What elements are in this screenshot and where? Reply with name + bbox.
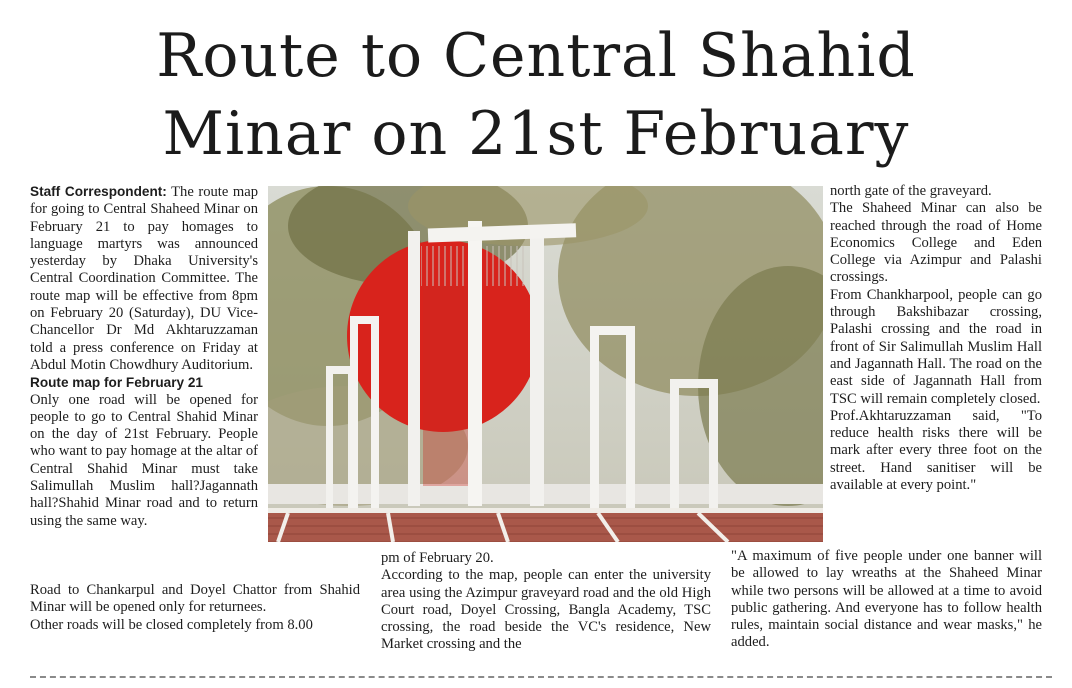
paragraph-one-road: Only one road will be opened for people to go to Central Shahid Minar on the day of 21st February. People who want to pay homage at the altar of Central Shahid Minar must take Salimullah Muslim hall?Jagannath hall?Shahid Minar road and to return using the same way.	[30, 391, 258, 529]
page-divider	[30, 676, 1052, 678]
paragraph-wreaths: "A maximum of five people under one banner will be allowed to lay wreaths at the Shaheed Minar while two persons will be allowed at a time to avoid public gathering. And everyone has to follow health rules, maintain social distance and wear masks," he added.	[731, 548, 1042, 651]
paragraph-health-risks: Prof.Akhtaruzzaman said, "To reduce health risks there will be mark after every three foot on the street. Hand sanitiser will be available at every point."	[830, 407, 1042, 494]
paragraph-home-economics: The Shaheed Minar can also be reached through the road of Home Economics College and Eden College via Azimpur and Palashi crossings.	[830, 200, 1042, 286]
headline-line-2: Minar on 21st February	[162, 99, 910, 169]
paragraph-chankharpool: From Chankharpool, people can go through Bakshibazar crossing, Palashi crossing and the road in front of Sir Salimullah Muslim Hall and Jagannath Hall. The road on the east side of Jagannath Hall from TSC will remain completely closed.	[830, 286, 1042, 407]
intro-text: The route map for going to Central Shaheed Minar on February 21 to pay homages to language martyrs was announced yesterday by Dhaka University's Central Coordination Committee. The route map will be effective from 8pm on February 20 (Saturday), DU Vice-Chancellor Dr Md Akhtaruzzaman told a press conference on Friday at Abdul Motin Chowdhury Auditorium.	[30, 184, 258, 373]
headline-line-1: Route to Central Shahid	[156, 21, 916, 91]
paragraph-university-entry: According to the map, people can enter the university area using the Azimpur graveyard road and the old High Court road, Doyel Crossing, Bangla Academy, TSC crossing, the road beside the VC's residence, New Market crossing and the	[381, 567, 711, 653]
article-column-1	[30, 183, 258, 530]
paragraph-other-roads: Other roads will be closed completely from 8.00	[30, 616, 313, 633]
shaheed-minar-photo	[268, 186, 823, 542]
subheading-route-map: Route map for February 21	[30, 375, 203, 391]
article-column-3	[830, 183, 1042, 494]
paragraph-north-gate: north gate of the graveyard.	[830, 183, 992, 199]
byline: Staff Correspondent:	[30, 184, 167, 199]
article-column-3-lower	[731, 548, 1042, 652]
article-intro-paragraph	[30, 183, 258, 374]
paragraph-returnees: Road to Chankarpul and Doyel Chattor from Shahid Minar will be opened only for returnees.	[30, 582, 360, 616]
article-column-1-lower	[30, 582, 360, 634]
article-column-2	[381, 550, 711, 654]
paragraph-continuation: pm of February 20.	[381, 550, 494, 566]
